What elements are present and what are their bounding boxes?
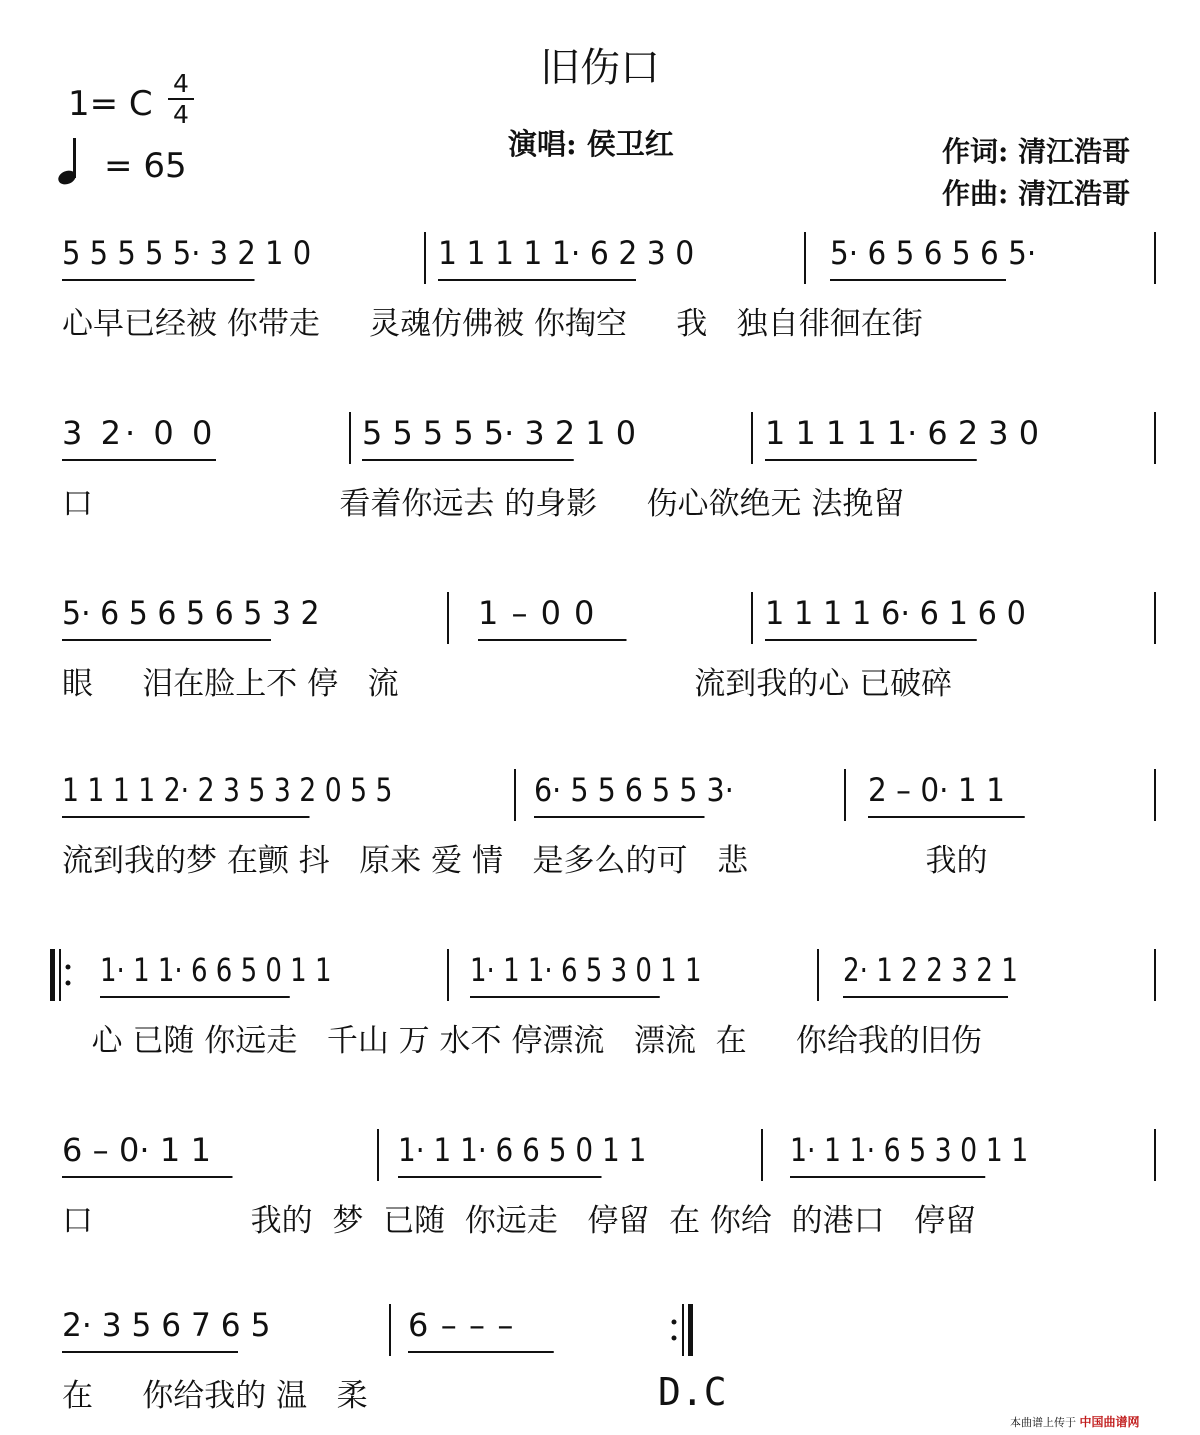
repeat-dot (66, 981, 71, 986)
song-title: 旧伤口 (540, 45, 660, 91)
measure-2-2: 5 5 5 5 5· 3 2 1 0 (362, 414, 637, 452)
repeat-thick-bar (688, 1304, 693, 1356)
time-signature-bottom: 4 (173, 100, 189, 129)
lyrics-line-4: 流到我的梦 在颤 抖 原来 爱 情 是多么的可 悲 我的 (62, 843, 988, 879)
lyricist-credit: 作词: 清江浩哥 (942, 135, 1131, 168)
repeat-thin-bar (682, 1304, 684, 1356)
tempo-equals: = (104, 146, 133, 186)
measure-1-3: 5· 6 5 6 5 6 5· (830, 234, 1037, 272)
singer-credit: 演唱: 侯卫红 (508, 127, 674, 161)
footer-text: 本曲谱上传于 (1010, 1416, 1076, 1429)
lyrics-line-7: 在 你给我的 温 柔 (62, 1378, 368, 1414)
measure-3-3: 1 1 1 1 6· 6 1 6 0 (765, 594, 1027, 632)
measure-3-1: 5· 6 5 6 5 6 5 3 2 (62, 594, 320, 632)
time-signature-top: 4 (173, 69, 189, 98)
site-logo: 中国曲谱网 (1079, 1415, 1140, 1429)
measure-6-2: 1· 1 1· 6 6 5 0 1 1 (398, 1131, 647, 1169)
measure-1-2: 1 1 1 1 1· 6 2 3 0 (438, 234, 695, 272)
measure-5-2: 1· 1 1· 6 5 3 0 1 1 (470, 951, 702, 989)
measure-7-1: 2· 3 5 6 7 6 5 (62, 1306, 271, 1344)
measure-5-3: 2· 1 2 2 3 2 1 (843, 951, 1018, 989)
composer-credit: 作曲: 清江浩哥 (942, 177, 1131, 210)
measure-3-2: 1 – 0 0 (478, 594, 596, 632)
measure-4-3: 2 – 0· 1 1 (868, 771, 1005, 809)
footer-credit (1010, 1413, 1140, 1430)
measure-2-3: 1 1 1 1 1· 6 2 3 0 (765, 414, 1040, 452)
lyrics-line-5: 心 已随 你远走 千山 万 水不 停漂流 漂流 在 你给我的旧伤 (62, 1023, 982, 1059)
lyrics-line-3: 眼 泪在脸上不 停 流 流到我的心 已破碎 (62, 666, 953, 702)
measure-4-1: 1 1 1 1 2· 2 3 5 3 2 0 5 5 (62, 771, 393, 809)
tempo-value: 65 (143, 146, 187, 186)
measure-1-1: 5 5 5 5 5· 3 2 1 0 (62, 234, 312, 272)
repeat-thin-bar (59, 949, 61, 1001)
key-signature: 1= C (68, 84, 153, 124)
repeat-thick-bar (50, 949, 55, 1001)
measure-2-1: 3 2· 0 0 (62, 414, 217, 452)
measure-4-2: 6· 5 5 6 5 5 3· (534, 771, 734, 809)
measure-6-3: 1· 1 1· 6 5 3 0 1 1 (790, 1131, 1029, 1169)
measure-7-2: 6 – – – (408, 1306, 515, 1344)
lyrics-line-1: 心早已经被 你带走 灵魂仿佛被 你掏空 我 独自徘徊在街 (62, 306, 923, 342)
measure-6-1: 6 – 0· 1 1 (62, 1131, 212, 1169)
dc-mark: D.C (658, 1370, 727, 1414)
lyrics-line-6: 口 我的 梦 已随 你远走 停留 在 你给 的港口 停留 (62, 1203, 977, 1239)
lyrics-line-2: 口 看着你远去 的身影 伤心欲绝无 法挽留 (62, 486, 905, 522)
measure-5-1: 1· 1 1· 6 6 5 0 1 1 (100, 951, 332, 989)
repeat-dot (66, 965, 71, 970)
